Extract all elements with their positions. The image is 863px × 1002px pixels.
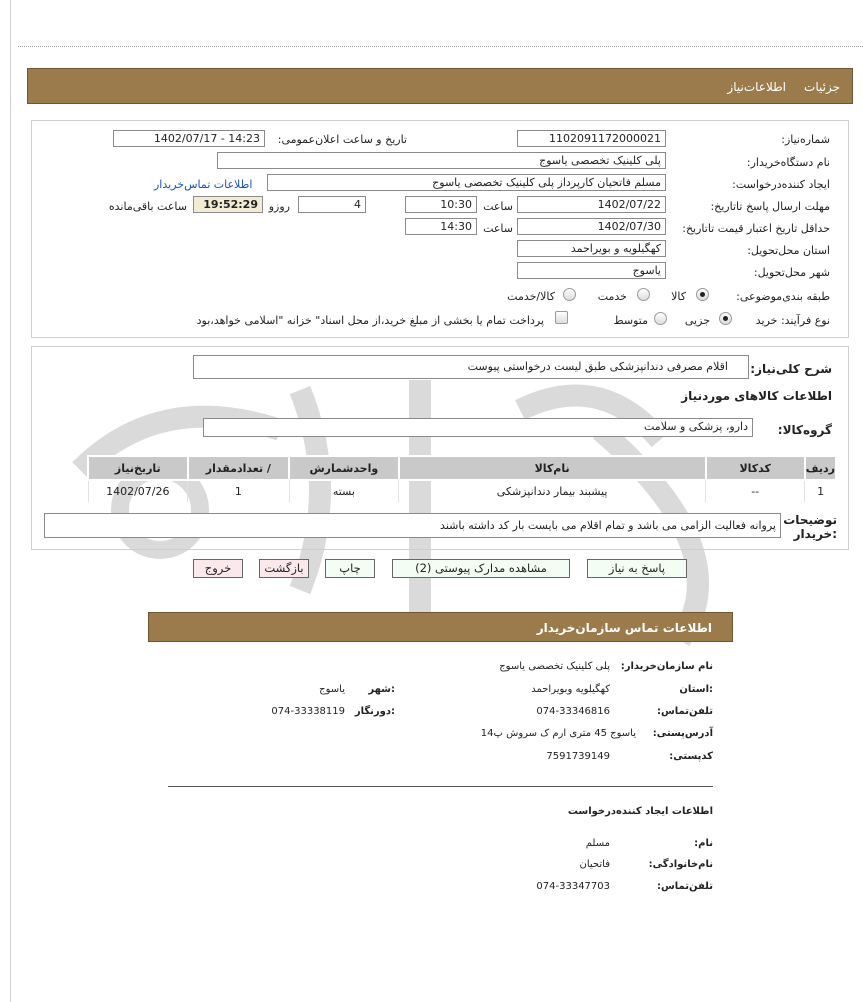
last-name-value: فاتحیان <box>579 859 610 870</box>
creator-field: مسلم فاتحیان کارپرداز پلی کلینیک تخصصی یاسوج <box>267 174 666 191</box>
col-code: کدکالا <box>706 456 805 480</box>
col-name: نام‌کالا <box>399 456 706 480</box>
announce-field: 1402/07/17 - 14:23 <box>113 130 265 147</box>
org-name-value: پلی کلینیک تخصصی یاسوج <box>499 661 610 672</box>
radio-goods[interactable] <box>696 288 709 301</box>
table-header-row <box>88 456 836 480</box>
creator-phone-value: 074-33347703 <box>536 881 610 892</box>
deadline-date-field: 1402/07/22 <box>517 196 666 213</box>
remaining-label: ساعت باقی‌مانده <box>108 200 187 213</box>
contact-province-value: کهگیلویه وبویراحمد <box>531 684 610 695</box>
contact-divider <box>168 786 713 787</box>
contact-province-label: :استان <box>679 684 713 695</box>
table-row <box>88 480 836 502</box>
cell-row: 1 <box>805 480 836 502</box>
reply-button[interactable]: پاسخ به نیاز <box>587 559 687 578</box>
contact-header <box>148 612 733 642</box>
buyer-contact-link[interactable]: اطلاعات تماس‌خریدار <box>154 178 253 191</box>
treasury-checkbox[interactable] <box>555 311 568 324</box>
city-label: شهر محل‌تحویل: <box>753 266 830 279</box>
radio-medium-label: متوسط <box>613 314 648 327</box>
col-date: تاریخ‌نیاز <box>88 456 188 480</box>
validity-label: حداقل تاریخ اعتبار ‌قیمت تا‌تاریخ: <box>682 222 830 235</box>
cell-name: پیشبند بیمار دندانپزشکی <box>399 480 706 502</box>
province-field: کهگیلویه و بویراحمد <box>517 240 666 257</box>
buyer-org-label: نام دستگاه‌خریدار: <box>746 156 830 169</box>
radio-goods-service[interactable] <box>563 288 576 301</box>
col-row: ردیف <box>805 456 836 480</box>
days-field: 4 <box>298 196 366 213</box>
print-button[interactable]: چاپ <box>325 559 375 578</box>
goods-table <box>87 455 837 502</box>
validity-date-field: 1402/07/30 <box>517 218 666 235</box>
goods-info-title: اطلاعات کالاهای موردنیاز <box>681 389 832 403</box>
org-name-label: نام سازمان‌خریدار: <box>620 661 713 672</box>
validity-time-field: 14:30 <box>405 218 477 235</box>
contact-address-value: یاسوج 45 متری ارم ک سروش پ14 <box>480 728 636 739</box>
breadcrumb-details[interactable]: جزئیات <box>804 80 840 94</box>
first-name-value: مسلم <box>585 838 610 849</box>
process-label: نوع فرآیند: خرید <box>755 314 830 327</box>
back-button[interactable]: بازگشت <box>259 559 309 578</box>
category-label: طبقه بندی‌موضوعی: <box>736 290 830 303</box>
radio-goods-label: کالا <box>671 290 686 303</box>
announce-label: تاریخ و ساعت اعلان‌عمومی: <box>277 133 407 146</box>
group-label: گروه‌کالا: <box>777 423 832 437</box>
deadline-label: مهلت ارسال ‌پاسخ تا‌تاریخ: <box>710 200 830 213</box>
contact-fax-value: 074-33338119 <box>271 706 345 717</box>
contact-city-label: :شهر <box>368 684 395 695</box>
need-number-label: شماره‌نیاز: <box>781 133 830 146</box>
days-label: روزو <box>268 200 290 213</box>
cell-code: -- <box>706 480 805 502</box>
contact-city-value: یاسوج <box>319 684 345 695</box>
breadcrumb-info[interactable]: اطلاعات‌نیاز <box>727 80 786 94</box>
attachments-button[interactable]: مشاهده مدارک پیوستی (2) <box>392 559 570 578</box>
creator-info-title: اطلاعات ایجاد کننده‌درخواست <box>567 806 713 817</box>
radio-service[interactable] <box>637 288 650 301</box>
desc-field: اقلام مصرفی دندانپزشکی طبق لیست درخواستی پیوست <box>193 355 749 379</box>
radio-service-label: خدمت <box>597 290 627 303</box>
payment-note: پرداخت تمام یا بخشی از مبلغ خرید،از محل اسناد" خزانه "اسلامی خواهد،بود <box>196 314 544 327</box>
city-field: یاسوج <box>517 262 666 279</box>
contact-phone-label: تلفن‌تماس: <box>656 706 713 717</box>
contact-postal-value: 7591739149 <box>546 751 610 762</box>
contact-header-title: اطلاعات تماس سازمان‌خریدار <box>536 621 712 635</box>
cell-unit: بسته <box>289 480 399 502</box>
creator-label: ایجاد کننده‌درخواست: <box>732 178 830 191</box>
buyer-notes-field: پروانه فعالیت الزامی می باشد و تمام اقلام می بایست بار کد داشته باشند <box>44 513 781 538</box>
deadline-time-label: ساعت <box>483 200 513 213</box>
first-name-label: نام: <box>694 838 713 849</box>
province-label: استان محل‌تحویل: <box>747 244 830 257</box>
col-unit: واحدشمارش <box>289 456 399 480</box>
contact-phone-value: 074-33346816 <box>536 706 610 717</box>
cell-qty: 1 <box>188 480 289 502</box>
radio-minor-label: جزیی <box>684 314 710 327</box>
last-name-label: نام‌خانوادگی: <box>648 859 713 870</box>
need-number-field: 1102091172000021 <box>517 130 666 147</box>
radio-goods-service-label: کالا/خدمت <box>507 290 555 303</box>
left-border <box>10 0 11 1002</box>
desc-label: شرح کلی‌نیاز: <box>750 362 832 376</box>
creator-phone-label: تلفن‌تماس: <box>656 881 713 892</box>
buyer-notes-label: توضیحات :خریدار <box>783 513 837 541</box>
col-qty: / تعدادمقدار <box>188 456 289 480</box>
cell-date: 1402/07/26 <box>88 480 188 502</box>
deadline-time-field: 10:30 <box>405 196 477 213</box>
validity-time-label: ساعت <box>483 222 513 235</box>
radio-minor[interactable] <box>719 312 732 325</box>
radio-medium[interactable] <box>654 312 667 325</box>
header-bar <box>27 68 853 104</box>
top-divider <box>18 46 863 47</box>
remaining-time-field: 19:52:29 <box>193 196 263 213</box>
contact-fax-label: :دورنگار <box>354 706 395 717</box>
contact-postal-label: کدپستی: <box>669 751 713 762</box>
contact-address-label: آدرس‌پستی: <box>652 728 713 739</box>
exit-button[interactable]: خروج <box>193 559 243 578</box>
group-field: دارو، پزشکی و سلامت <box>203 418 753 437</box>
buyer-org-field: پلی کلینیک تخصصی یاسوج <box>217 152 666 169</box>
